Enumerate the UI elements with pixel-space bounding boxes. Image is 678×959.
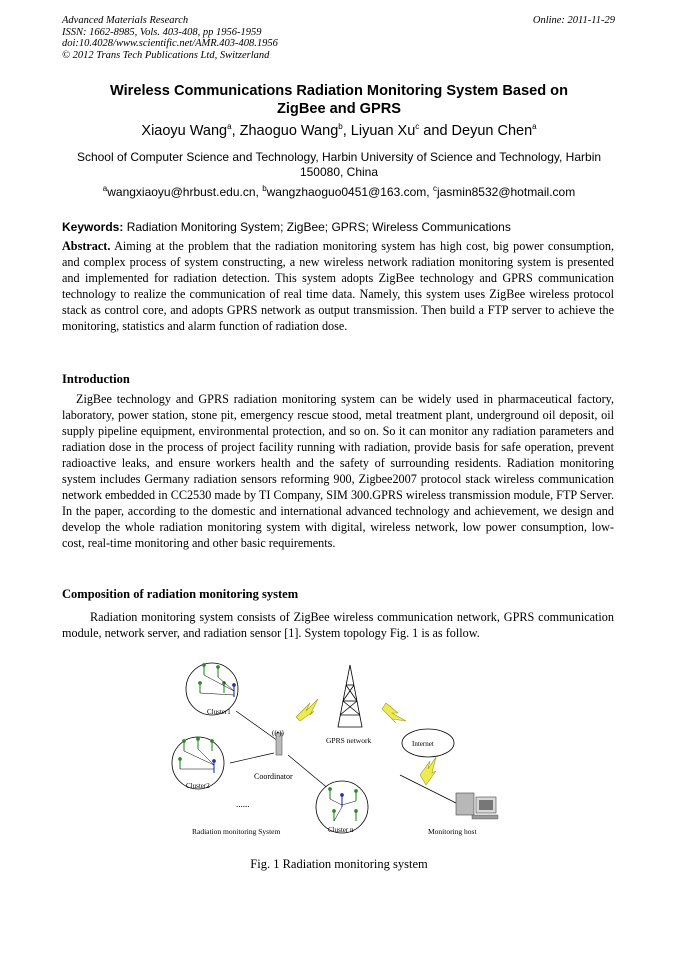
composition-text: Radiation monitoring system consists of ZigBee wireless communication network, GPRS communication module, network server, and radiation sensor [1]. System topology Fig. 1 is as follow. xyxy=(62,610,614,640)
figure-caption: Fig. 1 Radiation monitoring system xyxy=(250,857,428,871)
keywords-text: Radiation Monitoring System; ZigBee; GPRS; Wireless Communications xyxy=(126,220,511,234)
cluster-n-label: Cluster n xyxy=(328,826,354,834)
section-heading-introduction: Introduction xyxy=(62,372,130,386)
author-and: and xyxy=(419,123,452,139)
email-sup: c xyxy=(432,184,437,193)
author-sup: c xyxy=(415,122,420,132)
title-line-2: ZigBee and GPRS xyxy=(276,101,402,117)
ellipsis-dots: ...... xyxy=(236,799,250,809)
email-link[interactable]: wangzhaoguo0451@163.com xyxy=(266,185,427,199)
author-name: Xiaoyu Wang xyxy=(141,123,228,139)
gprs-tower-icon xyxy=(338,665,362,727)
author-sup: a xyxy=(227,122,232,132)
title-line-1: Wireless Communications Radiation Monitoring System Based on xyxy=(109,83,569,99)
copyright: © 2012 Trans Tech Publications Ltd, Switzerland xyxy=(62,49,270,61)
cluster-2-label: Cluster2 xyxy=(186,782,210,790)
author-name: Deyun Chen xyxy=(451,123,533,139)
cluster-1 xyxy=(186,663,238,716)
host-label: Monitoring host xyxy=(428,827,477,836)
author-separator: , xyxy=(231,123,240,139)
internet-label: Internet xyxy=(412,740,434,748)
introduction-text: ZigBee technology and GPRS radiation monitoring system can be widely used in pharmaceutical factory, laboratory, power station, stone pit, emergency rescue stood, metal treatment plant, underground oil deposit, oil supply pipeline equipment, environmental protection, and so on. So it can monitor any radiation parameters and radiation dose in the process of project facility running with radiation, provide basis for safe operation, prevent radioactive leaks, and ensure workers health and the safety of surrounding residents. Radiation monitoring system includes Germany radiation sensors reforming 900, Zigbee2007 protocol stack wireless communication network embedded in CC2530 made by TI Company, SIM 300.GPRS wireless transmission module, FTP Server. In the paper, according to the domestic and international advanced technology and achievement, we design and develop the whole radiation monitoring system with digital, wireless network, low power consumption, low-cost, real-time monitoring and other basic requirements. xyxy=(62,392,614,550)
abstract-text: Aiming at the problem that the radiation monitoring system has high cost, big power consumption, and complex process of system constructing, a new wireless network radiation monitoring system is presented and implemented for radiation detection. This system adopts ZigBee technology and GPRS communication technology to realize the communication of real time data. Namely, this system uses ZigBee wireless protocol stack as control core, and adopts GPRS network as output transmission. Then build a FTP server to achieve the monitoring, statistics and alarm function of radiation dose. xyxy=(62,239,614,333)
email-sup: a xyxy=(102,184,108,193)
abstract xyxy=(62,238,614,334)
affiliation-line-1: School of Computer Science and Technology, Harbin University of Science and Technology, Harbin xyxy=(76,150,602,164)
email-separator: , xyxy=(255,185,263,199)
paper-title xyxy=(62,82,616,118)
author-sup: a xyxy=(532,122,537,132)
keywords-label: Keywords: xyxy=(62,220,124,234)
author-list xyxy=(62,123,616,139)
internet-cloud-icon xyxy=(402,729,454,757)
author-separator: , xyxy=(342,123,351,139)
online-date: Online: 2011-11-29 xyxy=(532,15,615,26)
cluster-2 xyxy=(172,737,224,790)
email-link[interactable]: jasmin8532@hotmail.com xyxy=(436,185,576,199)
cluster-n xyxy=(316,781,368,834)
email-list xyxy=(62,185,616,199)
coordinator-node xyxy=(254,729,293,781)
section-heading-composition: Composition of radiation monitoring system xyxy=(62,587,299,601)
cluster-1-label: Cluster1 xyxy=(207,708,231,716)
antenna-icon: ((•)) xyxy=(272,729,284,737)
author-sup: b xyxy=(338,122,343,132)
coordinator-label: Coordinator xyxy=(254,772,293,781)
journal-name: Advanced Materials Research xyxy=(62,15,189,26)
author-name: Liyuan Xu xyxy=(350,123,416,139)
affiliation-line-2: 150080, China xyxy=(299,165,379,179)
affiliation xyxy=(62,150,616,180)
system-label: Radiation monitoring System xyxy=(192,827,281,836)
keywords xyxy=(62,220,616,234)
author-name: Zhaoguo Wang xyxy=(239,123,339,139)
email-sup: b xyxy=(262,184,267,193)
journal-header xyxy=(62,15,278,61)
email-separator: , xyxy=(426,185,433,199)
issn: ISSN: 1662-8985, Vols. 403-408, pp 1956-1959 xyxy=(62,26,262,38)
abstract-label: Abstract. xyxy=(62,239,111,253)
monitoring-host-icon xyxy=(456,793,498,819)
gprs-label: GPRS network xyxy=(326,736,372,745)
topology-figure xyxy=(160,655,520,845)
email-link[interactable]: wangxiaoyu@hrbust.edu.cn xyxy=(107,185,256,199)
doi: doi:10.4028/www.scientific.net/AMR.403-408.1956 xyxy=(62,38,278,49)
